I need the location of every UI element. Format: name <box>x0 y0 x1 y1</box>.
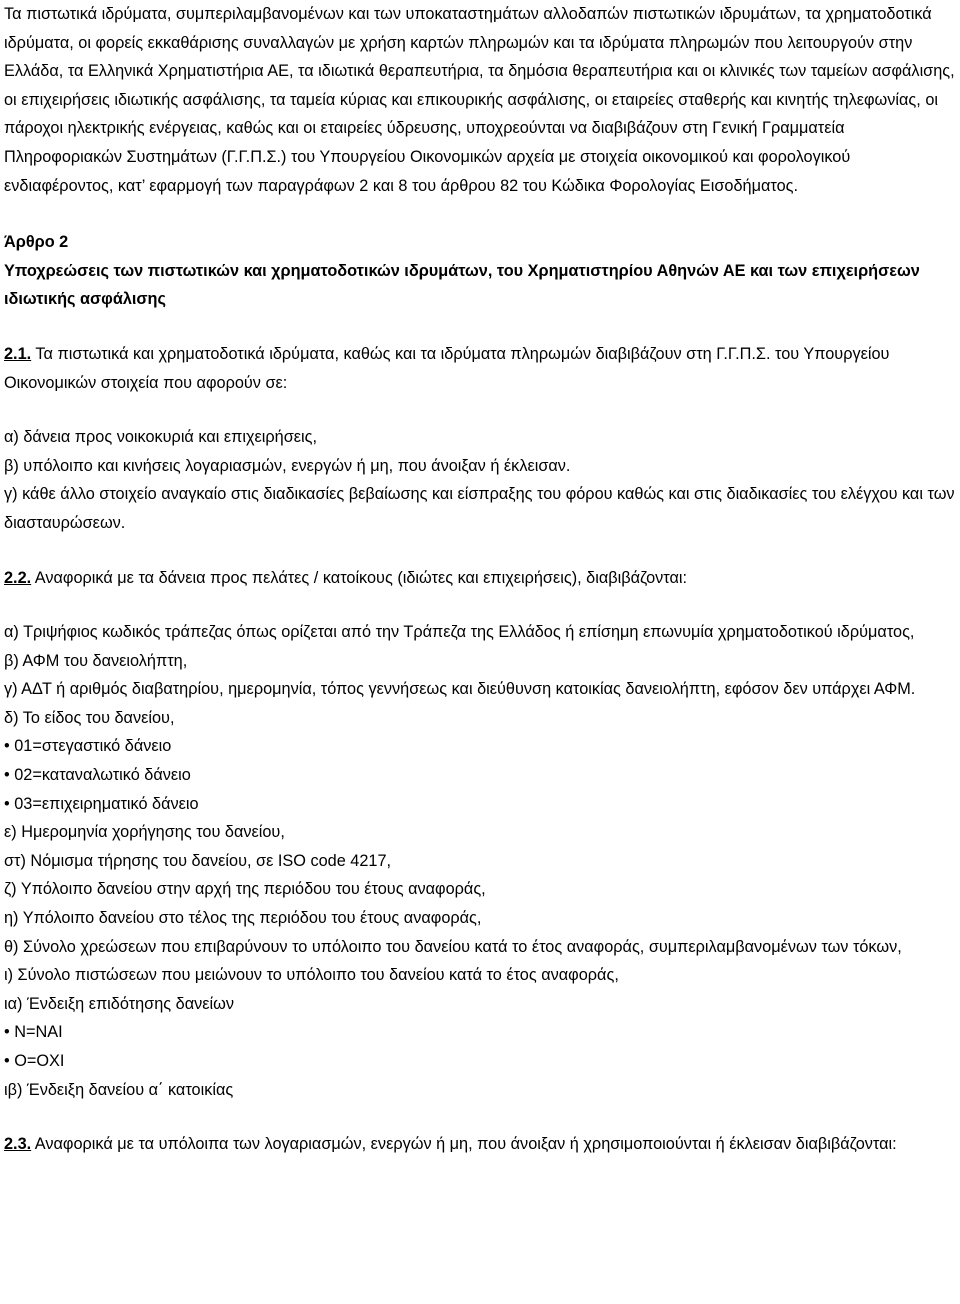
list-item: ι) Σύνολο πιστώσεων που μειώνουν το υπόλοιπο του δανείου κατά το έτος αναφοράς, <box>4 966 619 985</box>
list-item: β) υπόλοιπο και κινήσεις λογαριασμών, ενεργών ή μη, που άνοιξαν ή έκλεισαν. <box>4 456 571 475</box>
list-item: γ) κάθε άλλο στοιχείο αναγκαίο στις διαδικασίες βεβαίωσης και είσπραξης του φόρου καθώς και στις διαδικασίες του ελέγχου και των διασταυρώσεων. <box>4 485 955 532</box>
list-item: ε) Ημερομηνία χορήγησης του δανείου, <box>4 823 285 842</box>
section-text: Τα πιστωτικά και χρηματοδοτικά ιδρύματα, καθώς και τα ιδρύματα πληρωμών διαβιβάζουν στη Γ.Γ.Π.Σ. του Υπουργείου Οικονομικών στοιχεία που αφορούν σε: <box>4 344 890 392</box>
section-2-3 <box>4 1130 956 1159</box>
list-item: • 01=στεγαστικό δάνειο <box>4 737 172 756</box>
list-item: θ) Σύνολο χρεώσεων που επιβαρύνουν το υπόλοιπο του δανείου κατά το έτος αναφοράς, συμπεριλαμβανομένων των τόκων, <box>4 937 902 956</box>
list-item: • Ν=ΝΑΙ <box>4 1023 63 1042</box>
list-item: ιβ) Ένδειξη δανείου α΄ κατοικίας <box>4 1080 234 1099</box>
list-item: • 03=επιχειρηματικό δάνειο <box>4 794 199 813</box>
section-2-1 <box>4 340 956 397</box>
list-item: ια) Ένδειξη επιδότησης δανείων <box>4 994 234 1013</box>
section-2-2 <box>4 564 956 593</box>
article-title: Υποχρεώσεις των πιστωτικών και χρηματοδοτικών ιδρυμάτων, του Χρηματιστηρίου Αθηνών ΑΕ και των επιχειρήσεων ιδιωτικής ασφάλισης <box>4 261 920 309</box>
document-page <box>4 0 956 1159</box>
list-item: • 02=καταναλωτικό δάνειο <box>4 766 191 785</box>
section-2-1-list <box>4 423 956 537</box>
list-item: γ) ΑΔΤ ή αριθμός διαβατηρίου, ημερομηνία, τόπος γεννήσεως και διεύθυνση κατοικίας δανειολήπτη, εφόσον δεν υπάρχει ΑΦΜ. <box>4 680 916 699</box>
section-number: 2.1. <box>4 344 32 363</box>
list-item: η) Υπόλοιπο δανείου στο τέλος της περιόδου του έτους αναφοράς, <box>4 909 482 928</box>
list-item: α) Τριψήφιος κωδικός τράπεζας όπως ορίζεται από την Τράπεζα της Ελλάδος ή επίσημη επωνυμία χρηματοδοτικού ιδρύματος, <box>4 623 915 642</box>
section-2-2-list <box>4 618 956 1104</box>
article-label: Άρθρο 2 <box>4 233 69 252</box>
list-item: ζ) Υπόλοιπο δανείου στην αρχή της περιόδου του έτους αναφοράς, <box>4 880 486 899</box>
section-text: Αναφορικά με τα δάνεια προς πελάτες / κατοίκους (ιδιώτες και επιχειρήσεις), διαβιβάζονται: <box>31 568 688 587</box>
section-number: 2.2. <box>4 568 32 587</box>
intro-paragraph: Τα πιστωτικά ιδρύματα, συμπεριλαμβανομένων και των υποκαταστημάτων αλλοδαπών πιστωτικών ιδρυμάτων, τα χρηματοδοτικά ιδρύματα, οι φορείς εκκαθάρισης συναλλαγών με χρήση καρτών πληρωμών και τα ιδρύματα πληρωμών που λειτουργούν στην Ελλάδα, τα Ελληνικά Χρηματιστήρια ΑΕ, τα ιδιωτικά θεραπευτήρια, τα δημόσια θεραπευτήρια και οι κλινικές των ταμείων ασφάλισης, οι επιχειρήσεις ιδιωτικής ασφάλισης, τα ταμεία κύριας και επικουρικής ασφάλισης, οι εταιρείες σταθερής και κινητής τηλεφωνίας, οι πάροχοι ηλεκτρικής ενέργειας, καθώς και οι εταιρείες ύδρευσης, υποχρεούνται να διαβιβάζουν στη Γενική Γραμματεία Πληροφοριακών Συστημάτων (Γ.Γ.Π.Σ.) του Υπουργείου Οικονομικών αρχεία με στοιχεία οικονομικού και φορολογικού ενδιαφέροντος, κατ’ εφαρμογή των παραγράφων 2 και 8 του άρθρου 82 του Κώδικα Φορολογίας Εισοδήματος. <box>4 5 955 195</box>
list-item: β) ΑΦΜ του δανειολήπτη, <box>4 651 188 670</box>
section-number: 2.3. <box>4 1135 32 1154</box>
list-item: • Ο=ΟΧΙ <box>4 1052 65 1070</box>
section-text: Αναφορικά με τα υπόλοιπα των λογαριασμών, ενεργών ή μη, που άνοιξαν ή χρησιμοποιούνται ή έκλεισαν διαβιβάζονται: <box>31 1135 897 1154</box>
list-item: δ) Το είδος του δανείου, <box>4 708 175 727</box>
list-item: α) δάνεια προς νοικοκυριά και επιχειρήσεις, <box>4 428 318 447</box>
list-item: στ) Νόμισμα τήρησης του δανείου, σε ISO code 4217, <box>4 851 392 870</box>
